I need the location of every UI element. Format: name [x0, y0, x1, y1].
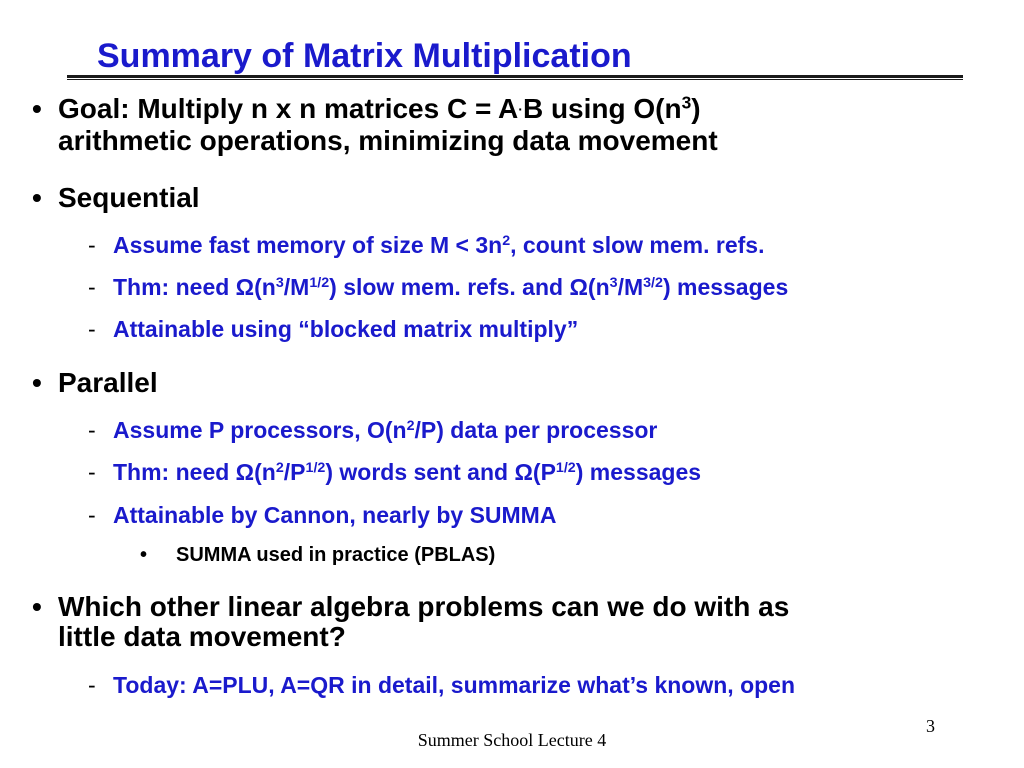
bullet-marker: • [32, 591, 42, 622]
omega-symbol: Ω [514, 459, 533, 485]
omega-symbol: Ω [235, 459, 255, 485]
parallel-subitem-summa: • SUMMA used in practice (PBLAS) [140, 544, 496, 566]
bullet-sequential [32, 182, 200, 213]
omega-symbol: Ω [235, 274, 255, 300]
bullet-goal-line2: arithmetic operations, minimizing data movement [58, 125, 718, 156]
dash-marker: - [88, 672, 96, 698]
dash-marker: - [88, 274, 96, 300]
slide-title: Summary of Matrix Multiplication [97, 37, 632, 75]
title-underline [67, 75, 963, 80]
bullet-other-line2: little data movement? [58, 621, 346, 652]
dash-marker: - [88, 502, 96, 528]
bullet-parallel [32, 367, 158, 398]
bullet-marker: • [32, 93, 42, 124]
bullet-parallel-label: Parallel [58, 367, 158, 398]
dash-marker: - [88, 417, 96, 443]
small-bullet-marker: • [140, 544, 148, 566]
omega-symbol: Ω [569, 274, 588, 300]
page-number: 3 [926, 716, 935, 736]
footer-text: Summer School Lecture 4 [417, 730, 607, 750]
bullet-marker: • [32, 367, 42, 398]
dash-marker: - [88, 459, 96, 485]
bullet-goal-text: Goal: Multiply n x n matrices C = A·B using $O(n^3)$ [58, 92, 701, 124]
bullet-other: • Which other linear algebra problems can we do with as [32, 591, 790, 622]
bullet-goal [32, 92, 701, 124]
dash-marker: - [88, 316, 96, 342]
dash-marker: - [88, 232, 96, 258]
bullet-sequential-label: Sequential [58, 182, 200, 213]
bullet-marker: • [32, 182, 42, 213]
